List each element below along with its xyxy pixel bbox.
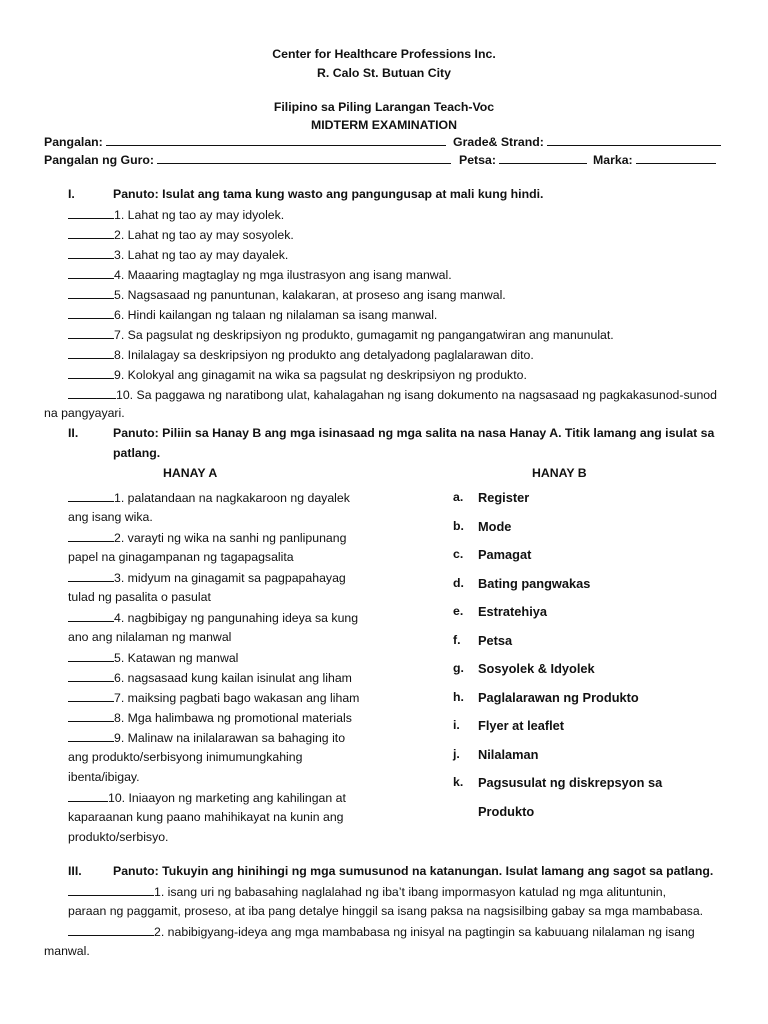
hanay-b-choice: Bating pangwakas — [478, 575, 591, 591]
hanay-a-item — [68, 710, 352, 725]
answer-blank[interactable] — [68, 227, 114, 239]
part3-instruction: Panuto: Tukuyin ang hinihingi ng mga sumusunod na katanungan. Isulat lamang ang sagot sa patlang. — [113, 864, 714, 878]
hanay-a-text: kaparaanan kung paano mahihikayat na kunin ang — [68, 810, 344, 824]
hanay-b-letter: f. — [453, 632, 461, 647]
hanay-a-text: 3. midyum na ginagamit sa pagpapahayag — [114, 571, 346, 585]
hanay-b-letter: a. — [453, 490, 464, 504]
hanay-a-text: 6. nagsasaad kung kailan isinulat ang liham — [114, 671, 352, 685]
hanay-a-item — [68, 730, 345, 745]
hanay-a-text: 1. palatandaan na nagkakaroon ng dayalek — [114, 491, 350, 505]
name-label: Pangalan: — [44, 135, 103, 149]
hanay-b-letter: k. — [453, 775, 464, 789]
part3-question-2-cont: manwal. — [44, 944, 90, 958]
hanay-b-heading: HANAY B — [532, 466, 587, 480]
hanay-a-item-continuation — [68, 550, 294, 564]
hanay-b-letter: e. — [453, 604, 464, 618]
hanay-a-item-continuation — [68, 630, 231, 644]
hanay-a-text: 8. Mga halimbawa ng promotional materials — [114, 711, 352, 725]
hanay-a-item-continuation — [68, 750, 302, 764]
item-text: 10. Sa paggawa ng naratibong ulat, kahalagahan ng isang dokumento na nagsasaad ng pagkakasunod-sunod — [116, 388, 717, 402]
item-text: 8. Inilalagay sa deskripsiyon ng produkto ang detalyadong paglalarawan dito. — [114, 348, 534, 362]
true-false-item — [68, 247, 288, 262]
hanay-a-item — [68, 570, 346, 585]
part3-number: III. — [68, 864, 82, 878]
answer-blank[interactable] — [68, 610, 114, 622]
answer-blank[interactable] — [68, 650, 114, 662]
hanay-a-heading: HANAY A — [163, 466, 218, 480]
item-text: 2. Lahat ng tao ay may sosyolek. — [114, 228, 294, 242]
hanay-b-letter: i. — [453, 718, 460, 732]
institution-name: Center for Healthcare Professions Inc. — [272, 47, 496, 61]
hanay-b-k-continuation: Produkto — [478, 804, 535, 819]
item-text: 4. Maaaring magtaglay ng mga ilustrasyon ang isang manwal. — [114, 268, 452, 282]
true-false-item — [68, 347, 534, 362]
hanay-a-text: ang produkto/serbisyong inimumungkahing — [68, 750, 303, 764]
true-false-item — [68, 387, 717, 402]
hanay-b-letter: g. — [453, 661, 464, 675]
item-text: 9. Kolokyal ang ginagamit na wika sa pagsulat ng deskripsiyon ng produkto. — [114, 368, 527, 382]
hanay-a-text: 10. Iniaayon ng marketing ang kahilingan at — [108, 791, 346, 805]
score-label: Marka: — [593, 153, 633, 167]
score-blank[interactable] — [636, 152, 716, 164]
answer-blank[interactable] — [68, 570, 114, 582]
answer-blank[interactable] — [68, 710, 114, 722]
hanay-b-choice: Sosyolek & Idyolek — [478, 661, 595, 676]
hanay-a-item-continuation — [68, 830, 168, 844]
hanay-a-item — [68, 490, 350, 505]
hanay-a-item — [68, 670, 352, 685]
hanay-a-text: ang isang wika. — [68, 510, 153, 524]
answer-blank[interactable] — [68, 307, 114, 319]
hanay-a-item-continuation — [68, 590, 211, 604]
hanay-a-item-continuation — [68, 810, 344, 824]
hanay-b-choice: Pagsusulat ng diskrepsyon sa — [478, 775, 663, 790]
item-text: 1. Lahat ng tao ay may idyolek. — [114, 208, 285, 222]
subject-title: Filipino sa Piling Larangan Teach-Voc — [273, 100, 495, 114]
question-text: 1. isang uri ng babasahing naglalahad ng iba’t ibang impormasyon katulad ng mga alituntunin, — [154, 885, 667, 899]
answer-blank[interactable] — [68, 367, 114, 379]
true-false-item — [68, 267, 452, 282]
part3-question-2 — [68, 924, 695, 939]
date-label: Petsa: — [459, 153, 496, 167]
grade-blank[interactable] — [547, 134, 721, 146]
answer-blank[interactable] — [68, 327, 114, 339]
name-field — [44, 134, 446, 149]
answer-blank[interactable] — [68, 347, 114, 359]
hanay-a-item — [68, 610, 358, 625]
hanay-b-choice: Flyer at leaflet — [478, 718, 565, 733]
grade-label: Grade& Strand: — [453, 135, 544, 149]
hanay-a-text: tulad ng pasalita o pasulat — [68, 590, 211, 604]
part1-item10-continuation: na pangyayari. — [44, 406, 125, 420]
hanay-b-choice: Pamagat — [478, 547, 532, 562]
grade-field — [453, 134, 721, 149]
name-blank[interactable] — [106, 134, 446, 146]
part1-instruction: Panuto: Isulat ang tama kung wasto ang pangungusap at mali kung hindi. — [113, 187, 544, 201]
true-false-item — [68, 367, 527, 382]
hanay-b-choice: Petsa — [478, 632, 513, 648]
hanay-a-text: 9. Malinaw na inilalarawan sa bahaging ito — [114, 731, 346, 745]
answer-blank[interactable] — [68, 690, 114, 702]
hanay-a-item — [68, 690, 359, 705]
answer-blank[interactable] — [68, 387, 116, 399]
hanay-b-letter: d. — [453, 575, 464, 590]
hanay-b-choice: Paglalarawan ng Produkto — [478, 689, 639, 705]
true-false-item — [68, 207, 284, 222]
answer-blank[interactable] — [68, 530, 114, 542]
score-field — [593, 152, 716, 167]
question-text: 2. nabibigyang-ideya ang mga mambabasa ng inisyal na pagtingin sa kabuuang nilalaman ng isang — [154, 925, 695, 939]
teacher-label: Pangalan ng Guro: — [44, 153, 154, 167]
true-false-item — [68, 287, 506, 302]
item-text: 5. Nagsasaad ng panuntunan, kalakaran, at proseso ang isang manwal. — [114, 288, 506, 302]
answer-blank[interactable] — [68, 267, 114, 279]
hanay-a-text: produkto/serbisyo. — [68, 830, 169, 844]
institution-address: R. Calo St. Butuan City — [317, 66, 451, 80]
hanay-a-text: 5. Katawan ng manwal — [114, 651, 239, 665]
date-field — [459, 152, 587, 167]
hanay-a-text: 7. maiksing pagbati bago wakasan ang liham — [114, 691, 360, 705]
hanay-a-item-continuation — [68, 510, 153, 524]
hanay-b-letter: c. — [453, 547, 464, 561]
true-false-item — [68, 307, 437, 322]
hanay-a-text: papel na ginagampanan ng tagapagsalita — [68, 550, 294, 564]
part3-question-1 — [68, 884, 666, 899]
answer-blank[interactable] — [68, 790, 108, 802]
answer-blank[interactable] — [68, 207, 114, 219]
answer-blank[interactable] — [68, 490, 114, 502]
part2-number: II. — [68, 426, 79, 440]
hanay-b-letter: j. — [453, 746, 460, 761]
exam-title: MIDTERM EXAMINATION — [311, 118, 457, 132]
hanay-b-choice: Register — [478, 490, 530, 505]
answer-blank[interactable] — [68, 884, 154, 896]
hanay-b-letter: h. — [453, 689, 464, 704]
hanay-b-letter: b. — [453, 518, 464, 533]
item-text: 3. Lahat ng tao ay may dayalek. — [114, 248, 289, 262]
hanay-a-item — [68, 790, 346, 805]
true-false-item — [68, 227, 294, 242]
answer-blank[interactable] — [68, 924, 154, 936]
part2-instruction-line2: patlang. — [113, 446, 161, 460]
hanay-a-item — [68, 650, 238, 665]
part2-instruction-line1: Panuto: Piliin sa Hanay B ang mga isinasaad ng mga salita na nasa Hanay A. Titik lamang ang isulat sa — [113, 426, 715, 440]
date-blank[interactable] — [499, 152, 587, 164]
item-text: 6. Hindi kailangan ng talaan ng nilalaman sa isang manwal. — [114, 308, 438, 322]
hanay-a-text: 2. varayti ng wika na sanhi ng panlipunang — [114, 531, 347, 545]
item-text: 7. Sa pagsulat ng deskripsiyon ng produkto, gumagamit ng pangangatwiran ang manunulat. — [114, 328, 614, 342]
answer-blank[interactable] — [68, 287, 114, 299]
hanay-a-item — [68, 530, 346, 545]
answer-blank[interactable] — [68, 730, 114, 742]
answer-blank[interactable] — [68, 670, 114, 682]
hanay-a-text: ibenta/ibigay. — [68, 770, 140, 784]
hanay-b-choice: Mode — [478, 518, 512, 534]
hanay-b-choice: Nilalaman — [478, 746, 539, 762]
part3-question-1-cont: paraan ng paggamit, proseso, at iba pang detalye hinggil sa isang paksa na nagsisilbing gabay sa mga mambabasa. — [68, 904, 704, 918]
teacher-blank[interactable] — [157, 152, 451, 164]
answer-blank[interactable] — [68, 247, 114, 259]
hanay-a-text: ano ang nilalaman ng manwal — [68, 630, 232, 644]
true-false-item — [68, 327, 614, 342]
hanay-b-choice: Estratehiya — [478, 604, 547, 619]
hanay-a-text: 4. nagbibigay ng pangunahing ideya sa kung — [114, 611, 359, 625]
hanay-a-item-continuation — [68, 770, 140, 784]
teacher-field — [44, 152, 451, 167]
part1-number: I. — [68, 187, 75, 201]
